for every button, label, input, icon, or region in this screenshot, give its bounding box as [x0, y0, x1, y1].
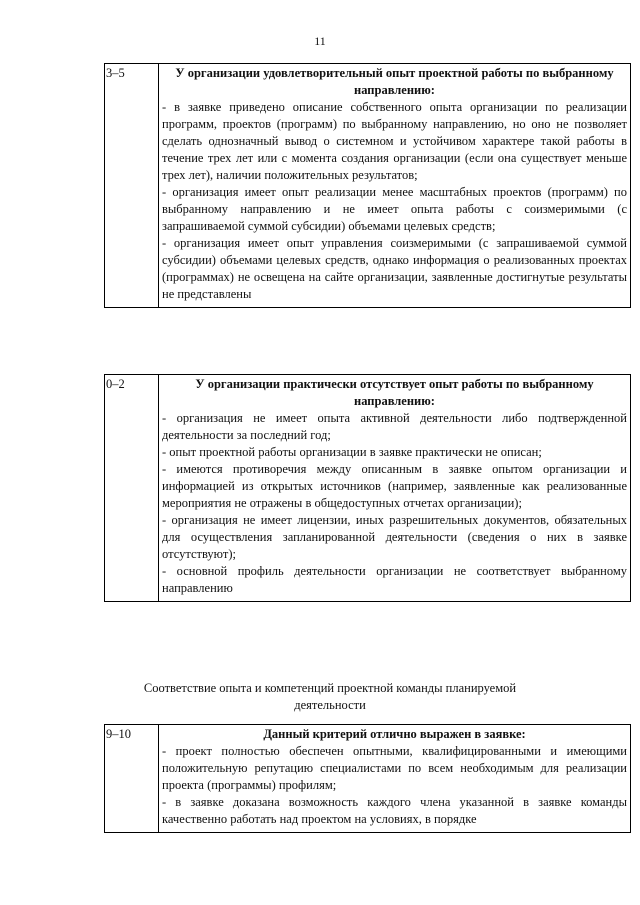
description-cell [159, 375, 631, 602]
criteria-item: - опыт проектной работы организации в заявке практически не описан; [162, 445, 542, 459]
page-number: 11 [314, 34, 326, 48]
description-cell [159, 64, 631, 308]
criteria-item: - имеются противоречия между описанным в заявке опытом организации и информацией из открытых источников (например, заявленные как реализованные мероприятия не отражены в общедоступных отчетах организации); [162, 462, 627, 510]
criteria-table-team-9-10 [104, 724, 631, 833]
criteria-item: - основной профиль деятельности организации не соответствует выбранному направлению [162, 564, 627, 595]
criteria-row [105, 725, 631, 833]
criteria-item: - организация не имеет лицензии, иных разрешительных документов, обязательных для осуществления запланированной деятельности (сведения о них в заявке отсутствуют); [162, 513, 627, 561]
criteria-item: - организация имеет опыт реализации менее масштабных проектов (программ) по выбранному направлению и не имеет опыта работы с соизмеримыми (с запрашиваемой суммой субсидии) объемами целевых средств; [162, 185, 627, 233]
criteria-heading: Данный критерий отлично выражен в заявке: [263, 727, 526, 741]
criteria-item: - проект полностью обеспечен опытными, квалифицированными и имеющими положительную репутацию специалистами по всем необходимым для реализации проекта (программы) профилям; [162, 744, 627, 792]
section-title: Соответствие опыта и компетенций проектной команды планируемой деятельности [143, 681, 517, 712]
criteria-item: - в заявке доказана возможность каждого члена указанной в заявке команды качественно работать над проектом на условиях, в порядке [162, 795, 627, 826]
criteria-row [105, 375, 631, 602]
score-cell: 3–5 [105, 64, 159, 308]
description-cell [159, 725, 631, 833]
criteria-table-experience-0-2 [104, 374, 631, 602]
criteria-row [105, 64, 631, 308]
score-cell: 0–2 [105, 375, 159, 602]
criteria-item: - организация имеет опыт управления соизмеримыми (с запрашиваемой суммой субсидии) объемами целевых средств, однако информация о реализованных проектах (программах) не освещена на сайте организации, заявленные достигнутые результаты не представлены [162, 236, 627, 301]
score-cell: 9–10 [105, 725, 159, 833]
criteria-table-experience-3-5 [104, 63, 631, 308]
criteria-heading: У организации практически отсутствует опыт работы по выбранному направлению: [195, 377, 594, 408]
criteria-item: - в заявке приведено описание собственного опыта организации по реализации программ, проектов (программ) по выбранному направлению, но оно не позволяет сделать однозначный вывод о системном и устойчивом характере такой работы в течение трех лет или с момента создания организации (если она существует меньше трех лет), наличии положительных результатов; [162, 100, 627, 182]
criteria-item: - организация не имеет опыта активной деятельности либо подтвержденной деятельности за последний год; [162, 411, 627, 442]
criteria-heading: У организации удовлетворительный опыт проектной работы по выбранному направлению: [175, 66, 614, 97]
